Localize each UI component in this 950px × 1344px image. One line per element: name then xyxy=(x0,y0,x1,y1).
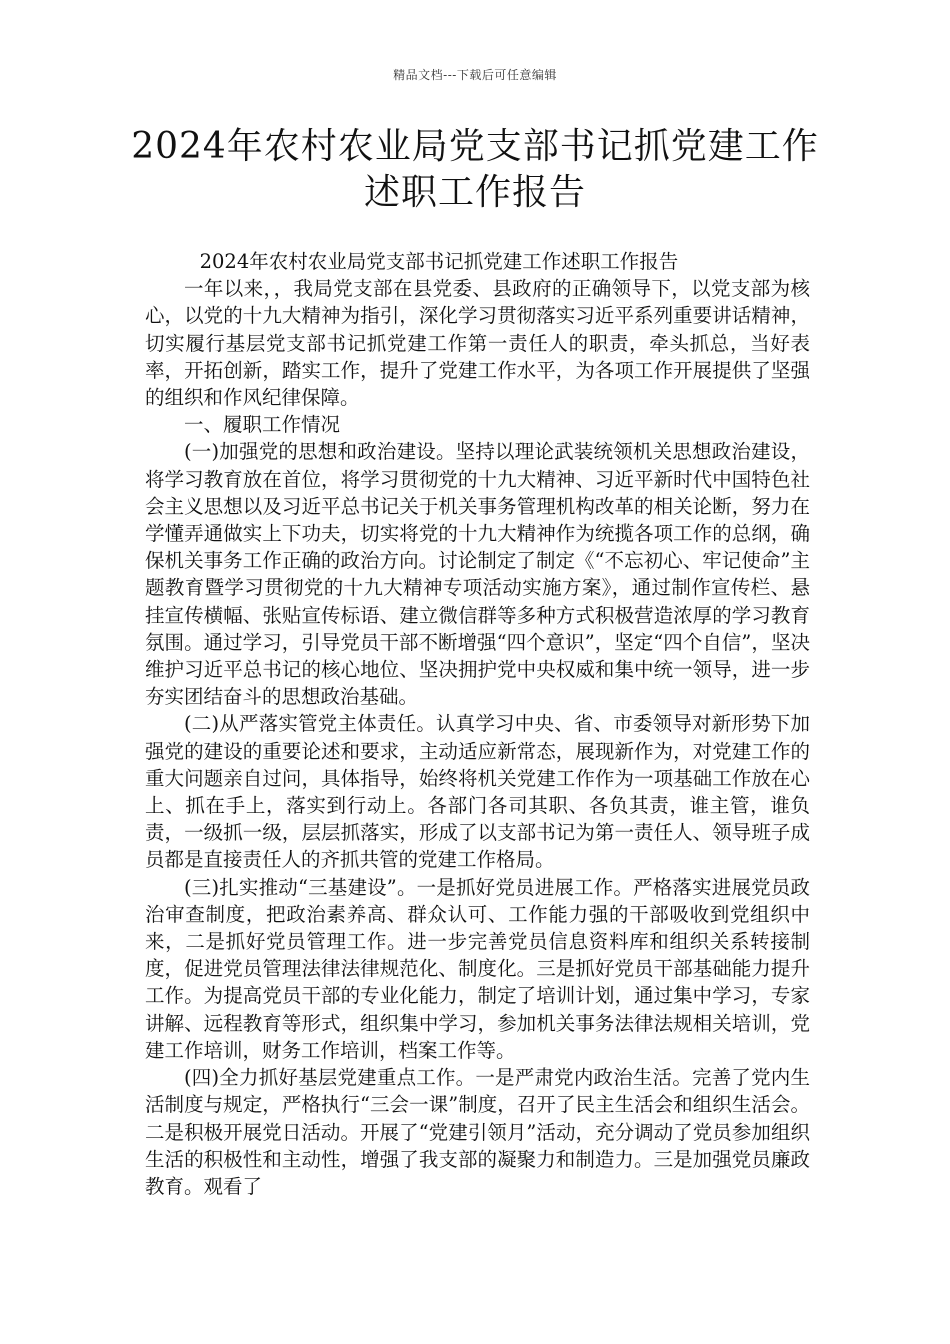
section-heading: 一、履职工作情况 xyxy=(184,413,341,437)
paragraph-item-2: (二)从严落实管党主体责任。认真学习中央、省、市委领导对新形势下加强党的建设的重要论述和要求，主动适应新常态，展现新作为，对党建工作的重大问题亲自过问，具体指导，始终将机关党建工作作为一项基础工作放在心上、抓在手上，落实到行动上。各部门各司其职、各负其责，谁主管，谁负责，一级抓一级，层层抓落实，形成了以支部书记为第一责任人、领导班子成员都是直接责任人的齐抓共管的党建工作格局。 xyxy=(145,712,810,872)
subtitle-paragraph: 2024年农村农业局党支部书记抓党建工作述职工作报告 xyxy=(199,250,679,273)
paragraph-item-1: (一)加强党的思想和政治建设。坚持以理论武装统领机关思想政治建设，将学习教育放在首位，将学习贯彻党的十九大精神、习近平新时代中国特色社会主义思想以及习近平总书记关于机关事务管理机构改革的相关论断，努力在学懂弄通做实上下功夫，切实将党的十九大精神作为统揽各项工作的总纲，确保机关事务工作正确的政治方向。讨论制定了制定《“不忘初心、牢记使命”主题教育暨学习贯彻党的十九大精神专项活动实施方案》，通过制作宣传栏、悬挂宣传横幅、张贴宣传标语、建立微信群等多种方式积极营造浓厚的学习教育氛围。通过学习，引导党员干部不断增强“四个意识”，坚定“四个自信”，坚决维护习近平总书记的核心地位、坚决拥护党中央权威和集中统一领导，进一步夯实团结奋斗的思想政治基础。 xyxy=(145,440,810,709)
paragraph-item-4: (四)全力抓好基层党建重点工作。一是严肃党内政治生活。完善了党内生活制度与规定，严格执行“三会一课”制度，召开了民主生活会和组织生活会。二是积极开展党日活动。开展了“党建引领月”活动，充分调动了党员参加组织生活的积极性和主动性，增强了我支部的凝聚力和制造力。三是加强党员廉政教育。观看了 xyxy=(145,1066,810,1198)
intro-paragraph: 一年以来，，我局党支部在县党委、县政府的正确领导下，以党支部为核心，以党的十九大精神为指引，深化学习贯彻落实习近平系列重要讲话精神，切实履行基层党支部书记抓党建工作第一责任人的职责，牵头抓总，当好表率，开拓创新，踏实工作，提升了党建工作水平，为各项工作开展提供了坚强的组织和作风纪律保障。 xyxy=(145,277,810,410)
paragraph-item-3: (三)扎实推动“三基建设”。一是抓好党员进展工作。严格落实进展党员政治审查制度，把政治素养高、群众认可、工作能力强的干部吸收到党组织中来，二是抓好党员管理工作。进一步完善党员信息资料库和组织关系转接制度，促进党员管理法律法律规范化、制度化。三是抓好党员干部基础能力提升工作。为提高党员干部的专业化能力，制定了培训计划，通过集中学习，专家讲解、远程教育等形式，组织集中学习，参加机关事务法律法规相关培训，党建工作培训，财务工作培训，档案工作等。 xyxy=(145,875,810,1062)
title-line-2: 述职工作报告 xyxy=(363,172,586,213)
header-note: 精品文档---下载后可任意编辑 xyxy=(393,68,557,82)
document-title xyxy=(0,124,950,216)
title-line-1: 2024年农村农业局党支部书记抓党建工作 xyxy=(131,126,819,167)
document-body xyxy=(145,248,810,1200)
